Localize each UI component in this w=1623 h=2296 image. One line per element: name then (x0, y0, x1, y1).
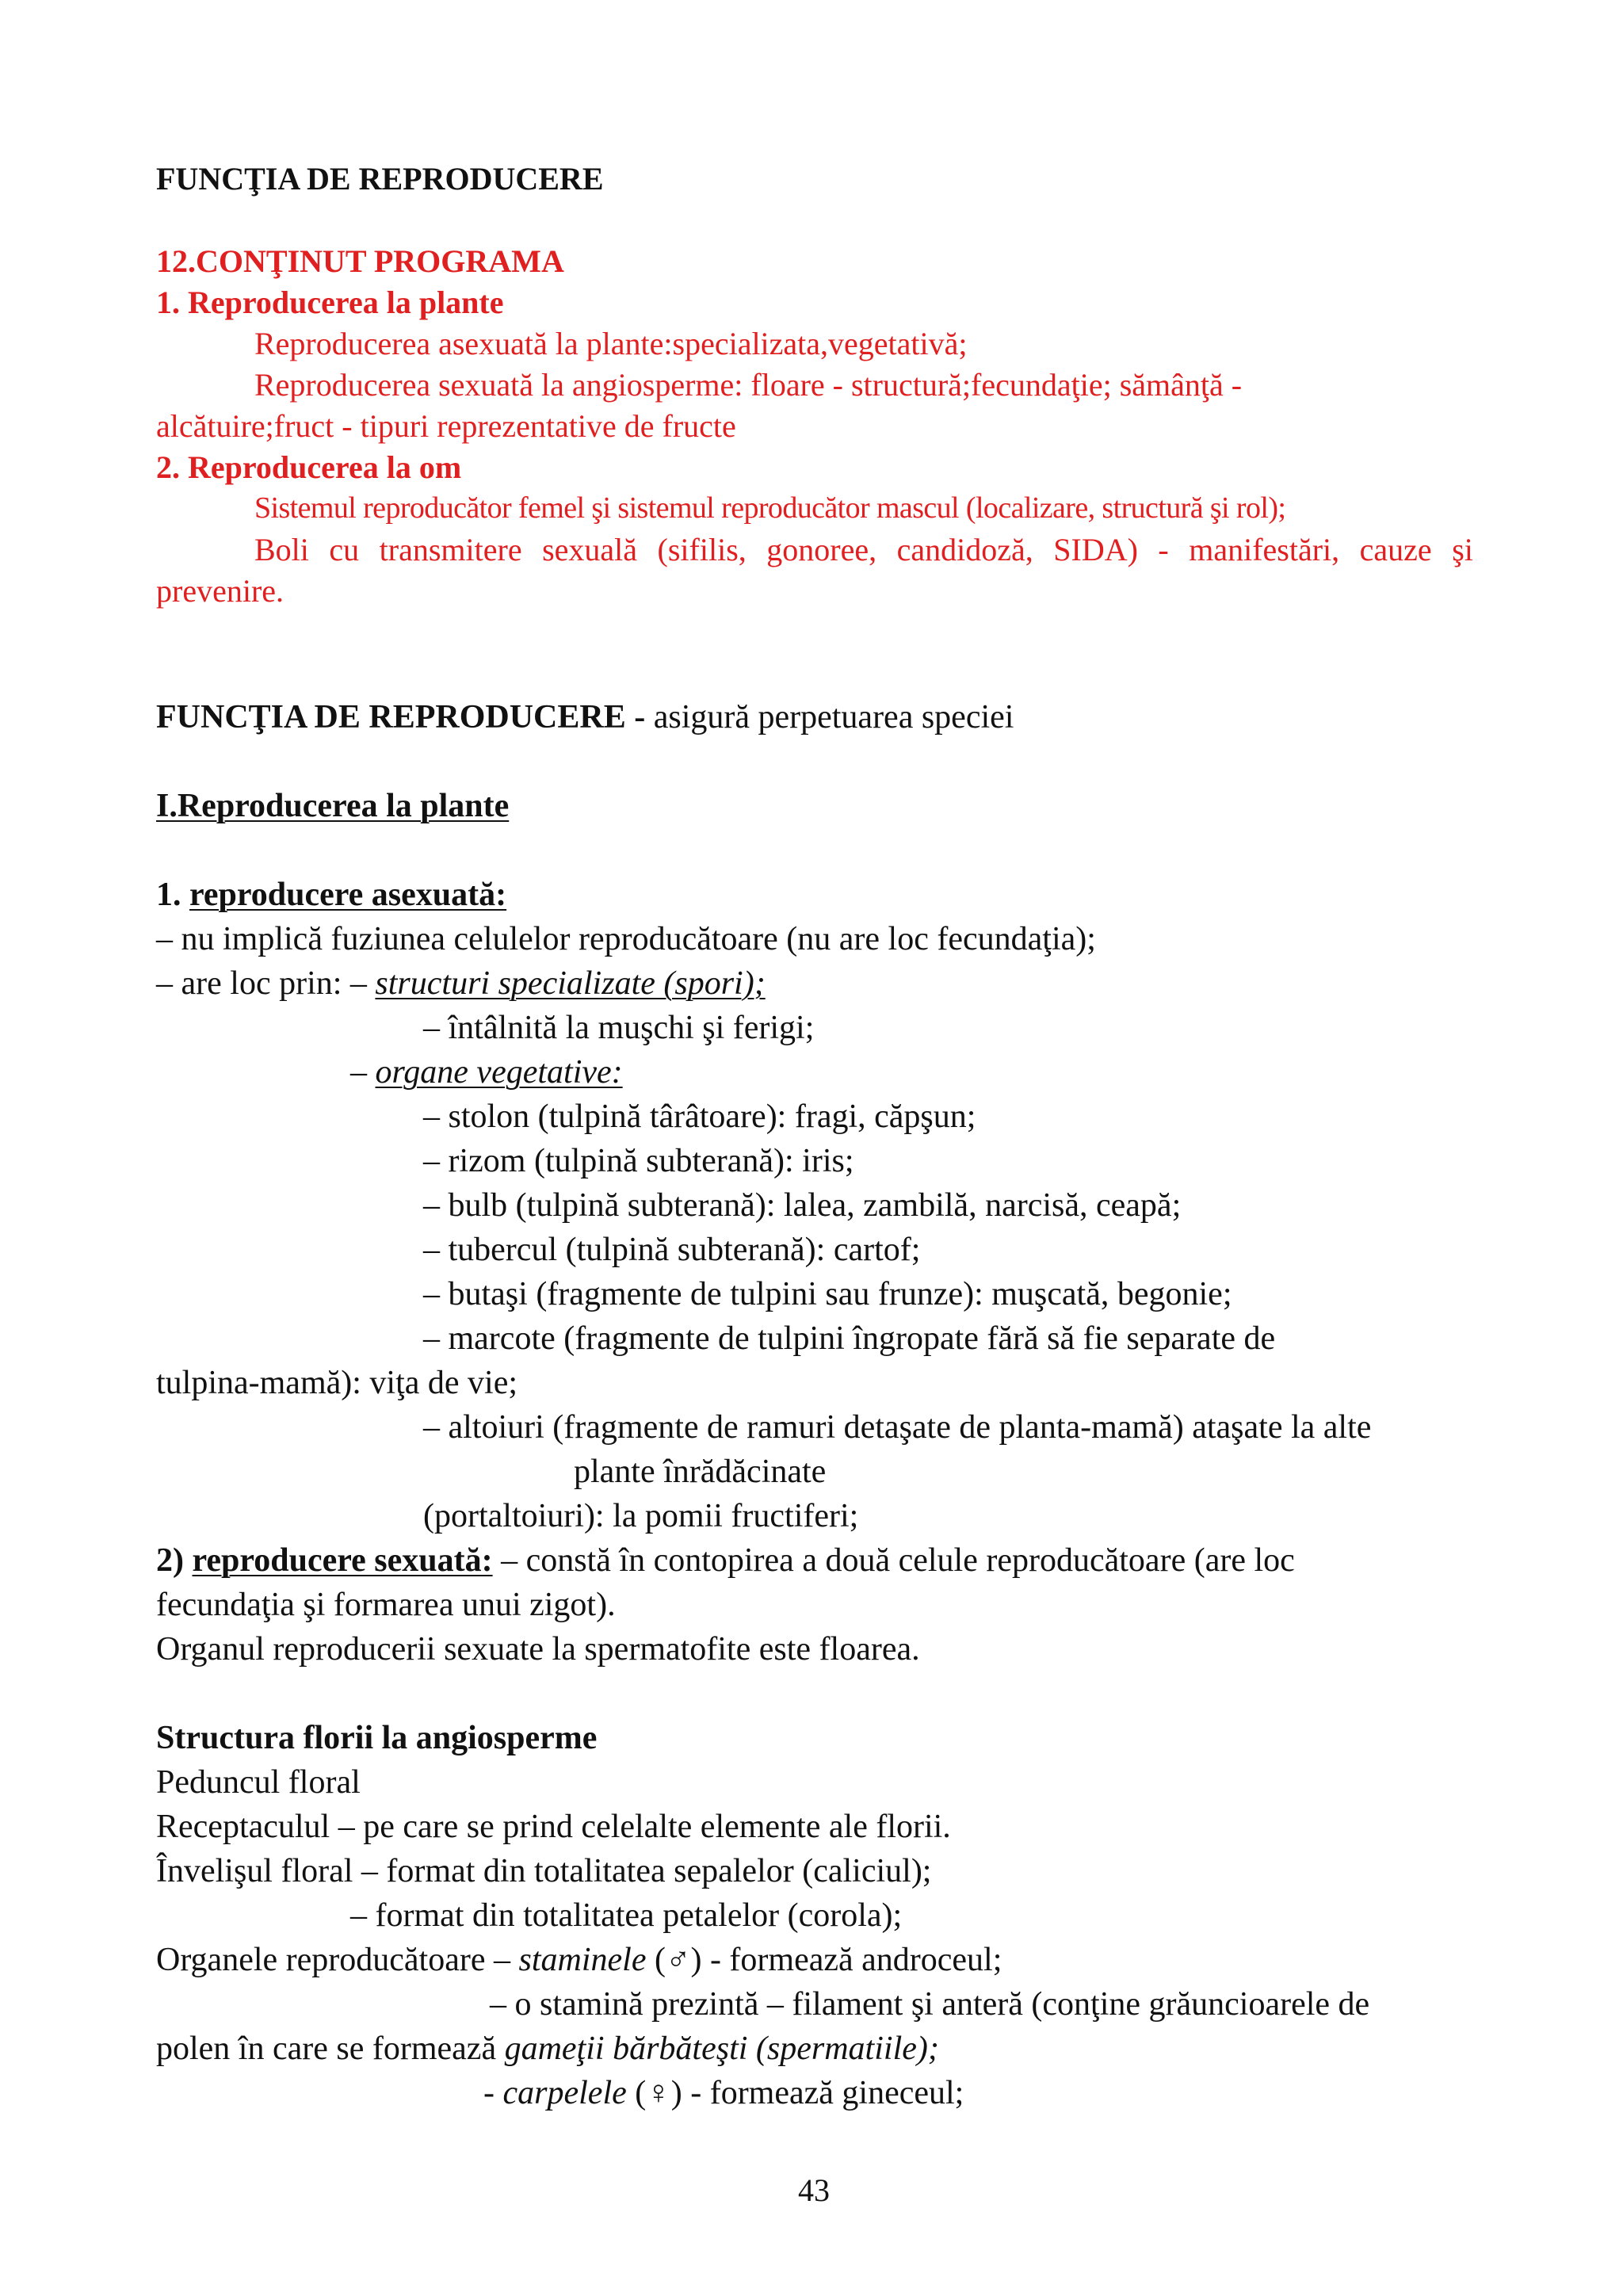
main-title (156, 701, 1014, 734)
asex-marcote-2: tulpina-mamă): viţa de vie; (156, 1365, 518, 1401)
sex-heading-text: reproducere sexuată: (192, 1542, 493, 1579)
word: Boli (254, 532, 309, 567)
asex-altoiuri-1: – altoiuri (fragmente de ramuri detaşate de planta-mamă) ataşate la alte (423, 1409, 1372, 1446)
asex-line1: – nu implică fuziunea celulelor reproducătoare (nu are loc fecundaţia); (156, 921, 1096, 957)
asex-line3: – întâlnită la muşchi şi ferigi; (423, 1010, 815, 1046)
program-item2-heading: 2. Reproducerea la om (156, 449, 462, 485)
program-item1-line2: Reproducerea sexuată la angiosperme: floare - structură;fecundaţie; sămânţă - (254, 367, 1243, 403)
sex-line1 (156, 1544, 1295, 1577)
carpele-prefix: - (483, 2075, 503, 2111)
word: cauze (1359, 532, 1432, 567)
program-item1-heading: 1. Reproducerea la plante (156, 285, 504, 320)
asex-altoiuri-3: (portaltoiuri): la pomii fructiferi; (423, 1498, 859, 1534)
sex-line3: Organul reproducerii sexuate la spermatofite este floarea. (156, 1631, 920, 1668)
asex-num: 1. (156, 877, 189, 913)
main-title-rest: asigură perpetuarea speciei (645, 699, 1014, 735)
flower-organe (156, 1943, 1002, 1977)
word: sexuală (542, 532, 638, 567)
organe-prefix: Organele reproducătoare – (156, 1942, 519, 1978)
flower-invelis-1: Învelişul floral – format din totalitatea sepalelor (caliciul); (156, 1853, 932, 1889)
asex-line2-prefix: – are loc prin: – (156, 965, 376, 1002)
word: manifestări, (1189, 532, 1340, 567)
asex-line4-italic: organe vegetative: (375, 1054, 623, 1091)
stamina-2-prefix: polen în care se formează (156, 2030, 505, 2067)
asex-line4-prefix: – (350, 1054, 376, 1091)
stamina-2-italic: gameţii bărbăteşti (spermatiile); (504, 2030, 939, 2067)
program-item1-line3: alcătuire;fruct - tipuri reprezentative de fructe (156, 408, 736, 444)
asex-altoiuri-2: plante înrădăcinate (574, 1454, 827, 1490)
asex-butasi: – butaşi (fragmente de tulpini sau frunze): muşcată, begonie; (423, 1276, 1232, 1312)
asex-rizom: – rizom (tulpină subterană): iris; (423, 1143, 854, 1179)
asex-line2 (156, 967, 766, 1000)
word: şi (1452, 532, 1473, 567)
sex-line2: fecundaţia şi formarea unui zigot). (156, 1587, 616, 1623)
flower-stamina-1: – o stamină prezintă – filament şi anteră (conţine grăuncioarele de (490, 1986, 1370, 2023)
section1-heading: I.Reproducerea la plante (156, 788, 510, 824)
asex-line4 (350, 1056, 623, 1089)
word: transmitere (379, 532, 522, 567)
carpele-italic: carpelele (502, 2075, 627, 2111)
program-item1-line1: Reproducerea asexuată la plante:specializata,vegetativă; (254, 326, 968, 361)
program-item2-line3: prevenire. (156, 573, 285, 609)
asex-tubercul: – tubercul (tulpină subterană): cartof; (423, 1232, 921, 1268)
word: gonoree, (766, 532, 877, 567)
flower-heading: Structura florii la angiosperme (156, 1720, 598, 1756)
word: (sifilis, (657, 532, 747, 567)
word: SIDA) (1053, 532, 1138, 567)
main-title-bold: FUNCŢIA DE REPRODUCERE - (156, 699, 646, 735)
organe-rest: (♂) - formează androceul; (646, 1942, 1002, 1978)
program-item2-line2 (254, 534, 1473, 566)
asex-heading (156, 878, 506, 911)
program-item2-line1: Sistemul reproducător femel şi sistemul reproducător mascul (localizare, structură şi rol); (254, 491, 1286, 525)
flower-receptacul: Receptaculul – pe care se prind celelalte elemente ale florii. (156, 1809, 951, 1845)
flower-invelis-2: – format din totalitatea petalelor (corola); (350, 1897, 903, 1934)
asex-line2-italic: structuri specializate (spori); (375, 965, 766, 1002)
sex-line1-rest: – constă în contopirea a două celule reproducătoare (are loc (492, 1542, 1295, 1579)
word: cu (329, 532, 360, 567)
flower-stamina-2 (156, 2032, 939, 2065)
flower-peduncul: Peduncul floral (156, 1764, 361, 1801)
asex-bulb: – bulb (tulpină subterană): lalea, zambilă, narcisă, ceapă; (423, 1187, 1182, 1224)
asex-marcote-1: – marcote (fragmente de tulpini îngropate fără să fie separate de (423, 1320, 1276, 1357)
organe-italic: staminele (518, 1942, 647, 1978)
carpele-rest: (♀) - formează gineceul; (626, 2075, 964, 2111)
word: candidoză, (896, 532, 1033, 567)
sex-num: 2) (156, 1542, 193, 1579)
flower-carpele (483, 2076, 964, 2110)
program-title: FUNCŢIA DE REPRODUCERE (156, 161, 604, 197)
word: - (1158, 532, 1169, 567)
document-page (156, 0, 1472, 2296)
asex-heading-text: reproducere asexuată: (189, 877, 507, 913)
page-number: 43 (798, 2172, 830, 2208)
program-section-heading: 12.CONŢINUT PROGRAMA (156, 243, 564, 279)
asex-stolon: – stolon (tulpină târâtoare): fragi, căpşun; (423, 1098, 976, 1135)
